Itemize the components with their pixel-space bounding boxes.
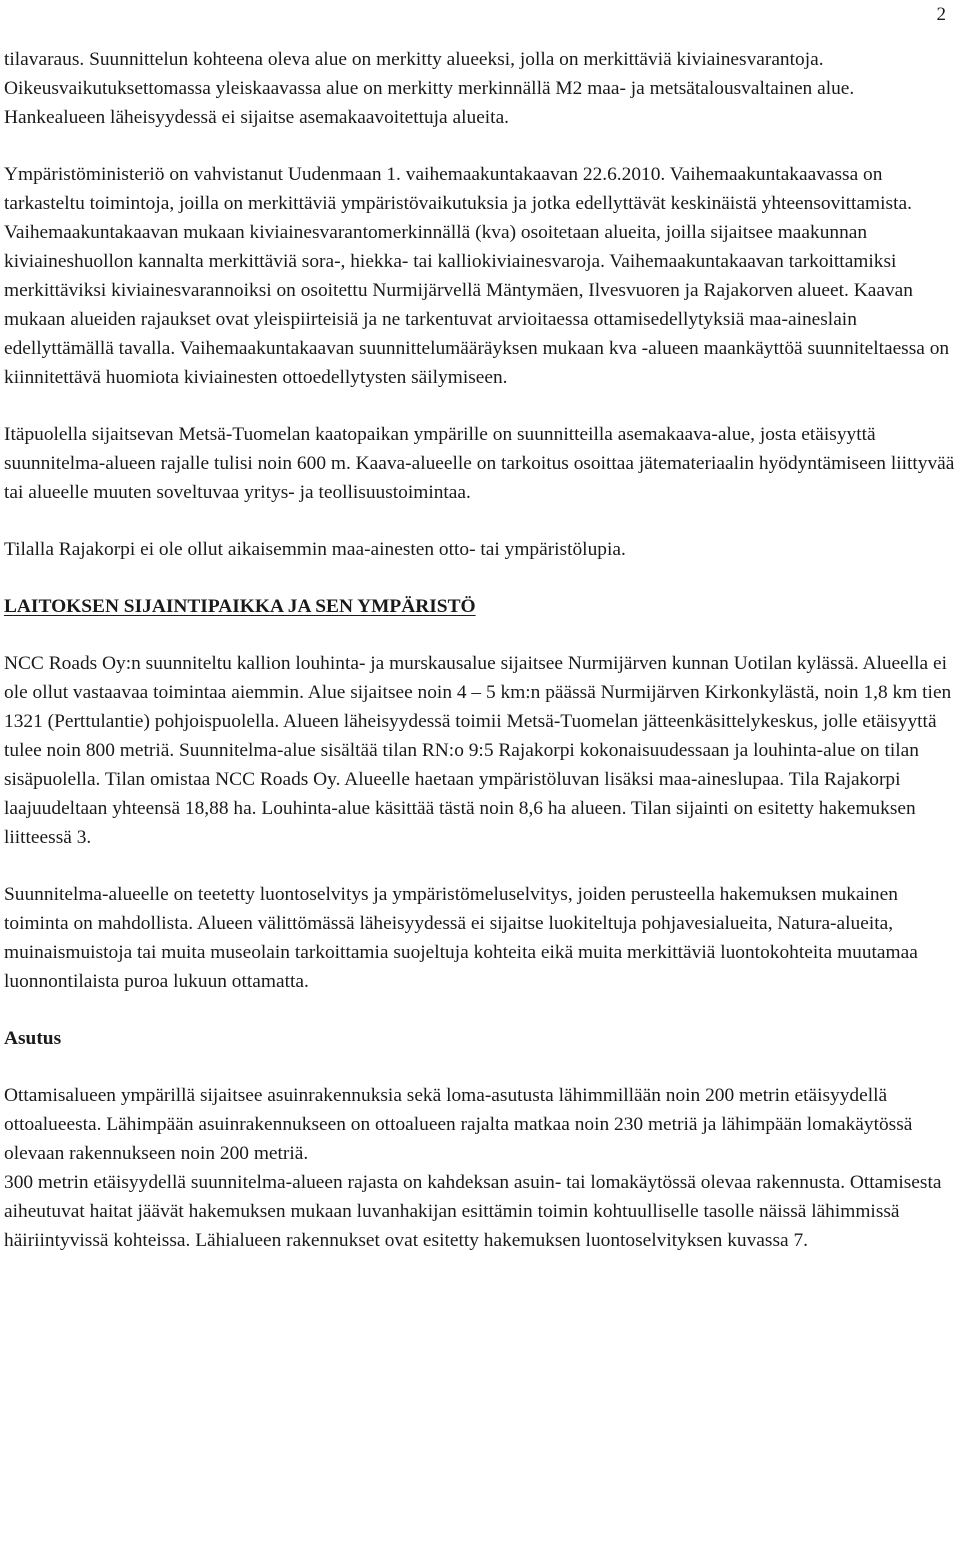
paragraph-sijainti: NCC Roads Oy:n suunniteltu kallion louhinta- ja murskausalue sijaitsee Nurmijärven kunnan Uotilan kylässä. Alueella ei ole ollut vastaavaa toimintaa aiemmin. Alue sijaitsee noin 4 – 5 km:n päässä Nurmijärven Kirkonkylästä, noin 1,8 km tien 1321 (Perttulantie) pohjoispuolella. Alueen läheisyydessä toimii Metsä-Tuomelan jätteenkäsittelykeskus, jolle etäisyyttä tulee noin 800 metriä. Suunnitelma-alue sisältää tilan RN:o 9:5 Rajakorpi kokonaisuudessaan ja louhinta-alue on tilan sisäpuolella. Tilan omistaa NCC Roads Oy. Alueelle haetaan ympäristöluvan lisäksi maa-aineslupaa. Tila Rajakorpi laajuudeltaan yhteensä 18,88 ha. Louhinta-alue käsittää tästä noin 8,6 ha alueen. Tilan sijainti on esitetty hakemuksen liitteessä 3.	[4, 653, 952, 848]
paragraph-asutus: Ottamisalueen ympärillä sijaitsee asuinrakennuksia sekä loma-asutusta lähimmillään noin 200 metrin etäisyydellä ottoalueesta. Lähimpään asuinrakennukseen on ottoalueen rajalta matkaa noin 230 metriä ja lähimpään lomakäytössä olevaan rakennukseen noin 200 metriä.	[4, 1085, 913, 1164]
page-number: 2	[936, 4, 946, 25]
document-body	[4, 45, 958, 1255]
section-heading-sijaintipaikka: LAITOKSEN SIJAINTIPAIKKA JA SEN YMPÄRISTÖ	[4, 596, 476, 617]
paragraph-selvitykset: Suunnitelma-alueelle on teetetty luontoselvitys ja ympäristömeluselvitys, joiden perusteella hakemuksen mukainen toiminta on mahdollista. Alueen välittömässä läheisyydessä ei sijaitse luokiteltuja pohjavesialueita, Natura-alueita, muinaismuistoja tai muita museolain tarkoittamia suojeltuja kohteita eikä muita merkittäviä luontokohteita muutamaa luonnontilaista puroa lukuun ottamatta.	[4, 884, 918, 992]
paragraph-lahirakennukset: 300 metrin etäisyydellä suunnitelma-alueen rajasta on kahdeksan asuin- tai lomakäytössä olevaa rakennusta. Ottamisesta aiheutuvat haitat jäävät hakemuksen mukaan luvanhakijan esittämin toimin kohtuulliselle tasolle näissä lähimmissä häiriintyvissä kohteissa. Lähialueen rakennukset ovat esitetty hakemuksen luontoselvityksen kuvassa 7.	[4, 1172, 942, 1251]
paragraph-asemakaava-alue: Itäpuolella sijaitsevan Metsä-Tuomelan kaatopaikan ympärille on suunnitteilla asemakaava-alue, josta etäisyyttä suunnitelma-alueen rajalle tulisi noin 600 m. Kaava-alueelle on tarkoitus osoittaa jätemateriaalin hyödyntämiseen liittyvää tai alueelle muuten soveltuvaa yritys- ja teollisuustoimintaa.	[4, 424, 955, 503]
section-heading-asutus: Asutus	[4, 1028, 62, 1049]
paragraph-kaavoitus: tilavaraus. Suunnittelun kohteena oleva alue on merkitty alueeksi, jolla on merkittäviä kiviainesvarantoja. Oikeusvaikutuksettomassa yleiskaavassa alue on merkitty merkinnällä M2 maa- ja metsätalousvaltainen alue. Hankealueen läheisyydessä ei sijaitse asemakaavoitettuja alueita.	[4, 49, 855, 128]
paragraph-vaihemaakuntakaava: Ympäristöministeriö on vahvistanut Uudenmaan 1. vaihemaakuntakaavan 22.6.2010. Vaihemaakuntakaavassa on tarkasteltu toimintoja, joilla on merkittäviä ympäristövaikutuksia ja jotka edellyttävät keskinäistä yhteensovittamista. Vaihemaakuntakaavan mukaan kiviainesvarantomerkinnällä (kva) osoitetaan alueita, joilla sijaitsee maakunnan kiviaineshuollon kannalta merkittäviä sora-, hiekka- tai kalliokiviainesvaroja. Vaihemaakuntakaavan tarkoittamiksi merkittäviksi kiviainesvarannoiksi on osoitettu Nurmijärvellä Mäntymäen, Ilvesvuoren ja Rajakorven alueet. Kaavan mukaan alueiden rajaukset ovat yleispiirteisiä ja ne tarkentuvat arvioitaessa ottamisedellytyksiä maa-aineslain edellyttämällä tavalla. Vaihemaakuntakaavan suunnittelumääräyksen mukaan kva -alueen maankäyttöä suunniteltaessa on kiinnitettävä huomiota kiviainesten ottoedellytysten säilymiseen.	[4, 164, 950, 388]
paragraph-aiemmat-luvat: Tilalla Rajakorpi ei ole ollut aikaisemmin maa-ainesten otto- tai ympäristölupia.	[4, 539, 626, 560]
